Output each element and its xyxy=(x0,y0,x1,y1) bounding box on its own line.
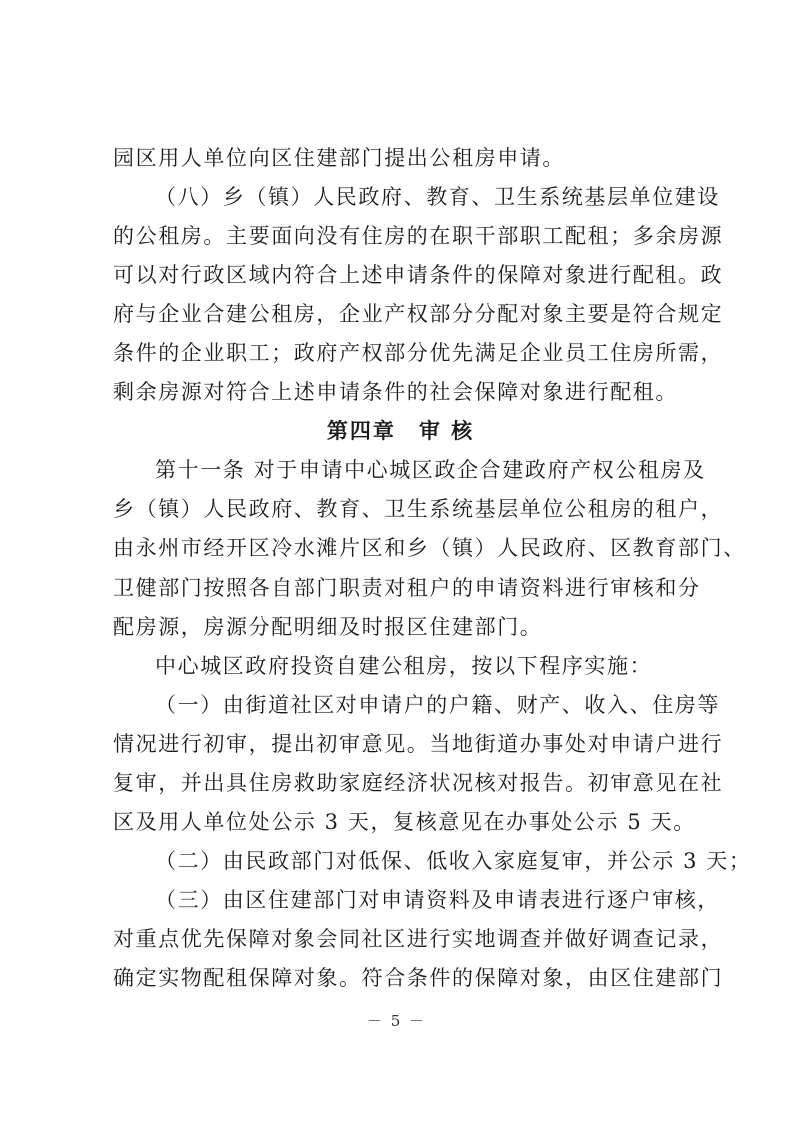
paragraph-line: 确定实物配租保障对象。符合条件的保障对象，由区住建部门 xyxy=(113,966,724,990)
paragraph-line: 卫健部门按照各自部门职责对租户的申请资料进行审核和分 xyxy=(113,576,701,600)
paragraph-line: 府与企业合建公租房，企业产权部分分配对象主要是符合规定 xyxy=(113,302,724,326)
paragraph-line: （八）乡（镇）人民政府、教育、卫生系统基层单位建设 xyxy=(155,185,720,209)
paragraph-line: 可以对行政区域内符合上述申请条件的保障对象进行配租。政 xyxy=(113,263,724,287)
paragraph-line: 区及用人单位处公示 3 天，复核意见在办事处公示 5 天。 xyxy=(113,810,696,834)
paragraph-line: 情况进行初审，提出初审意见。当地街道办事处对申请户进行 xyxy=(113,732,724,756)
paragraph-line: （一）由街道社区对申请户的户籍、财产、收入、住房等 xyxy=(155,693,720,717)
paragraph-line: （二）由民政部门对低保、低收入家庭复审，并公示 3 天； xyxy=(155,849,752,873)
page-number: － 5 － xyxy=(366,1012,427,1030)
paragraph-line: 中心城区政府投资自建公租房，按以下程序实施： xyxy=(155,654,653,678)
paragraph-line: （三）由区住建部门对申请资料及申请表进行逐户审核， xyxy=(155,888,720,912)
paragraph-line: 配房源，房源分配明细及时报区住建部门。 xyxy=(113,615,543,639)
paragraph-line: 复审，并出具住房救助家庭经济状况核对报告。初审意见在社 xyxy=(113,771,724,795)
paragraph-line: 条件的企业职工；政府产权部分优先满足企业员工住房所需， xyxy=(113,341,724,365)
chapter-heading: 第四章 审 核 xyxy=(326,419,475,443)
paragraph-line: 园区用人单位向区住建部门提出公租房申请。 xyxy=(113,146,565,170)
paragraph-line: 剩余房源对符合上述申请条件的社会保障对象进行配租。 xyxy=(113,380,678,404)
paragraph-line: 对重点优先保障对象会同社区进行实地调查并做好调查记录， xyxy=(113,927,724,951)
paragraph-line: 由永州市经开区冷水滩片区和乡（镇）人民政府、区教育部门、 xyxy=(113,536,746,560)
paragraph-line: 第十一条 对于申请中心城区政企合建政府产权公租房及 xyxy=(155,458,706,482)
paragraph-line: 乡（镇）人民政府、教育、卫生系统基层单位公租房的租户， xyxy=(113,497,724,521)
paragraph-line: 的公租房。主要面向没有住房的在职干部职工配租；多余房源 xyxy=(113,224,724,248)
